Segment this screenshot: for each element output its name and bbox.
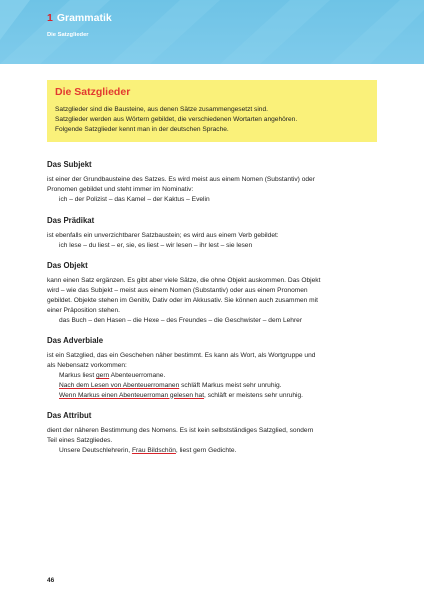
section-line: als Nebensatz vorkommen: <box>47 362 127 370</box>
example-line <box>47 381 377 391</box>
section-line: dient der näheren Bestimmung des Nomens. Es ist kein selbstständiges Satzglied, sondern <box>47 427 314 435</box>
chapter-number: 1 <box>47 12 53 24</box>
header-subtitle: Die Satzglieder <box>47 32 89 38</box>
section-line: Pronomen gebildet und steht immer im Nominativ: <box>47 186 194 194</box>
intro-line: Folgende Satzglieder kennt man in der deutschen Sprache. <box>55 125 229 133</box>
intro-box <box>47 80 377 142</box>
section-objekt <box>47 261 377 325</box>
example-line: das Buch – den Hasen – die Hexe – des Freundes – die Geschwister – dem Lehrer <box>59 316 303 324</box>
section-title: Das Objekt <box>47 261 88 271</box>
page-number: 46 <box>47 577 55 584</box>
section-line: wird – wie das Subjekt – meist aus einem Nomen (Substantiv) oder aus einem Pronomen <box>47 287 308 295</box>
example-text: Markus liest <box>59 371 97 379</box>
intro-line: Satzglieder sind die Bausteine, aus denen Sätze zusammengesetzt sind. <box>55 106 268 113</box>
example-line <box>47 391 377 401</box>
underlined-adverbiale: Nach dem Lesen von Abenteuerromanen <box>59 381 180 389</box>
section-line: kann einen Satz ergänzen. Es gibt aber viele Sätze, die ohne Objekt auskommen. Das Objekt <box>47 277 321 285</box>
example-line: ich – der Polizist – das Kamel – der Kaktus – Evelin <box>59 195 210 203</box>
section-attribut <box>47 411 377 455</box>
section-line: ist ein Satzglied, das ein Geschehen näher bestimmt. Es kann als Wort, als Wortgruppe und <box>47 352 316 360</box>
intro-line: Satzglieder werden aus Wörtern gebildet, die verschiedenen Wortarten angehören. <box>55 115 298 123</box>
example-text: , schläft er meistens sehr unruhig. <box>204 391 303 399</box>
section-line: ist einer der Grundbausteine des Satzes. Es wird meist aus einem Nomen (Substantiv) oder <box>47 176 315 184</box>
example-text: Unsere Deutschlehrerin, <box>59 446 132 454</box>
underlined-adverbiale: Wenn Markus einen Abenteuerroman gelesen hat <box>59 391 205 399</box>
section-title: Das Subjekt <box>47 160 92 170</box>
section-line: Teil eines Satzgliedes. <box>47 437 113 445</box>
section-adverbiale <box>47 336 377 400</box>
example-line <box>47 446 377 456</box>
section-title: Das Adverbiale <box>47 336 104 346</box>
section-subjekt <box>47 160 377 204</box>
underlined-attribut: Frau Bildschön <box>131 446 176 454</box>
underlined-adverbiale: gern <box>96 371 110 379</box>
example-text: Abenteuerromane. <box>109 371 166 379</box>
chapter-name: Grammatik <box>56 12 112 24</box>
example-text: schläft Markus meist sehr unruhig. <box>179 381 282 389</box>
section-title: Das Prädikat <box>47 215 95 225</box>
page-content <box>47 80 377 467</box>
chapter-header <box>0 0 424 64</box>
section-praedikat <box>47 216 377 251</box>
example-text: , liest gern Gedichte. <box>175 446 237 454</box>
section-line: einer Präposition stehen. <box>47 306 120 314</box>
intro-title: Die Satzglieder <box>55 86 131 98</box>
chapter-title <box>47 12 112 24</box>
section-line: gebildet. Objekte stehen im Genitiv, Dativ oder im Akkusativ. Sie können auch zusammen mit <box>47 296 318 304</box>
example-line: ich lese – du liest – er, sie, es liest – wir lesen – ihr lest – sie lesen <box>59 241 253 249</box>
example-line <box>47 371 377 381</box>
section-line: ist ebenfalls ein unverzichtbarer Satzbaustein; es wird aus einem Verb gebildet: <box>47 231 279 239</box>
section-title: Das Attribut <box>47 411 92 421</box>
